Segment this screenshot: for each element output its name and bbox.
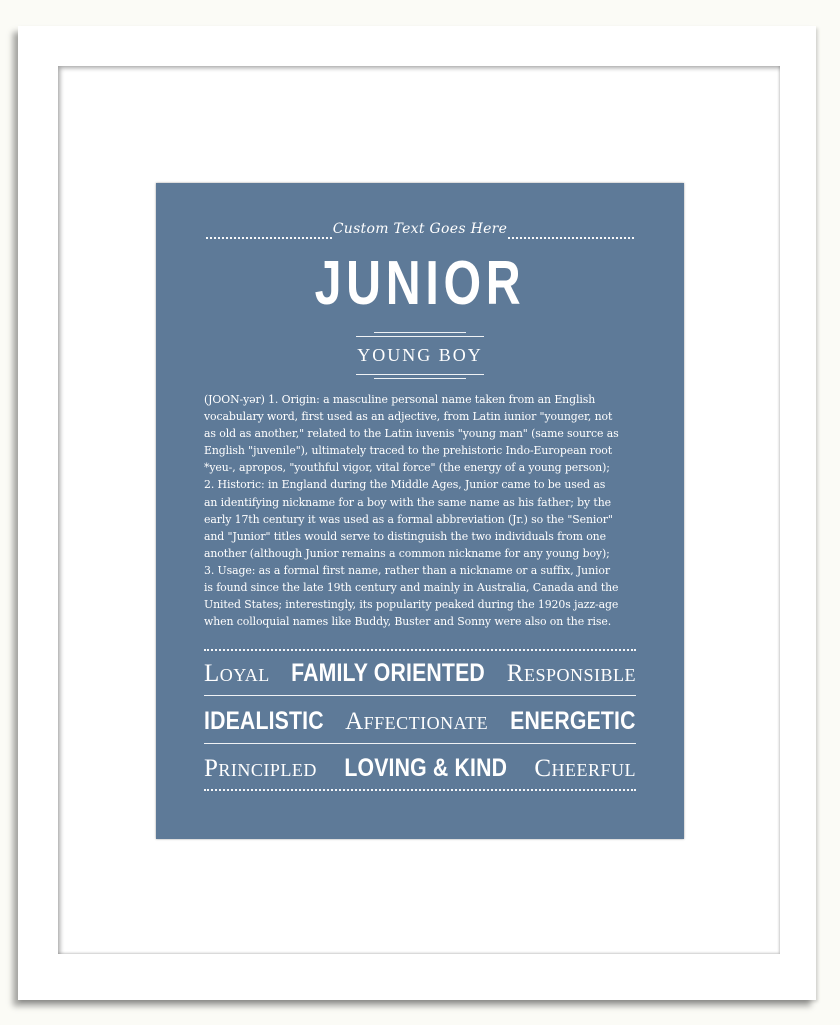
- trait-row-1: [204, 655, 636, 691]
- trait-row-2: [204, 703, 636, 739]
- trait: FAMILY ORIENTED: [291, 659, 486, 687]
- dotted-divider-right: [508, 237, 634, 239]
- trait: Principled: [204, 755, 317, 782]
- name-title: JUNIOR: [314, 249, 526, 318]
- trait: LOVING & KIND: [344, 754, 507, 782]
- trait: IDEALISTIC: [204, 707, 324, 735]
- trait: Cheerful: [534, 755, 636, 782]
- trait-divider: [204, 695, 636, 696]
- definition-line: English "juvenile"), ultimately traced to the prehistoric Indo-European root: [204, 444, 613, 458]
- name-divider-top: [374, 332, 466, 333]
- definition-line: (JOON-yər) 1. Origin: a masculine personal name taken from an English: [204, 393, 596, 406]
- definition-line: early 17th century it was used as a formal abbreviation (Jr.) so the "Senior": [204, 512, 613, 526]
- name-meaning: YOUNG BOY: [357, 345, 483, 365]
- definition-line: when colloquial names like Buddy, Buster and Sonny were also on the rise.: [204, 615, 612, 629]
- dotted-divider-traits-bottom: [204, 789, 636, 791]
- trait: ENERGETIC: [510, 707, 636, 735]
- trait: Loyal: [204, 660, 270, 687]
- trait: Affectionate: [345, 708, 489, 735]
- trait-row-3: [204, 750, 636, 786]
- name-definition: [204, 391, 636, 630]
- definition-line: United States; interestingly, its popularity peaked during the 1920s jazz-age: [204, 598, 619, 612]
- custom-text: Custom Text Goes Here: [332, 221, 508, 237]
- trait-divider: [204, 743, 636, 744]
- definition-line: 3. Usage: as a formal first name, rather than a nickname or a suffix, Junior: [204, 563, 610, 577]
- definition-line: is found since the late 19th century and mainly in Australia, Canada and the: [204, 581, 619, 595]
- meaning-divider-bottom: [356, 374, 484, 375]
- definition-line: as old as another," related to the Latin iuvenis "young man" (same source as: [204, 427, 619, 441]
- definition-line: another (although Junior remains a common nickname for any young boy);: [204, 546, 610, 560]
- definition-line: *yeu-, apropos, "youthful vigor, vital force" (the energy of a young person);: [204, 461, 610, 475]
- definition-line: and "Junior" titles would serve to distinguish the two individuals from one: [204, 529, 606, 543]
- definition-line: vocabulary word, first used as an adjective, from Latin iunior "younger, not: [204, 410, 613, 424]
- definition-line: an identifying nickname for a boy with the same name as his father; by the: [204, 495, 611, 509]
- meaning-divider-bottom-2: [374, 378, 466, 379]
- trait: Responsible: [506, 660, 636, 687]
- name-divider-top-2: [356, 336, 484, 337]
- definition-line: 2. Historic: in England during the Middle Ages, Junior came to be used as: [204, 478, 606, 492]
- dotted-divider-left: [206, 237, 332, 239]
- name-print: [156, 183, 684, 839]
- dotted-divider-traits-top: [204, 649, 636, 651]
